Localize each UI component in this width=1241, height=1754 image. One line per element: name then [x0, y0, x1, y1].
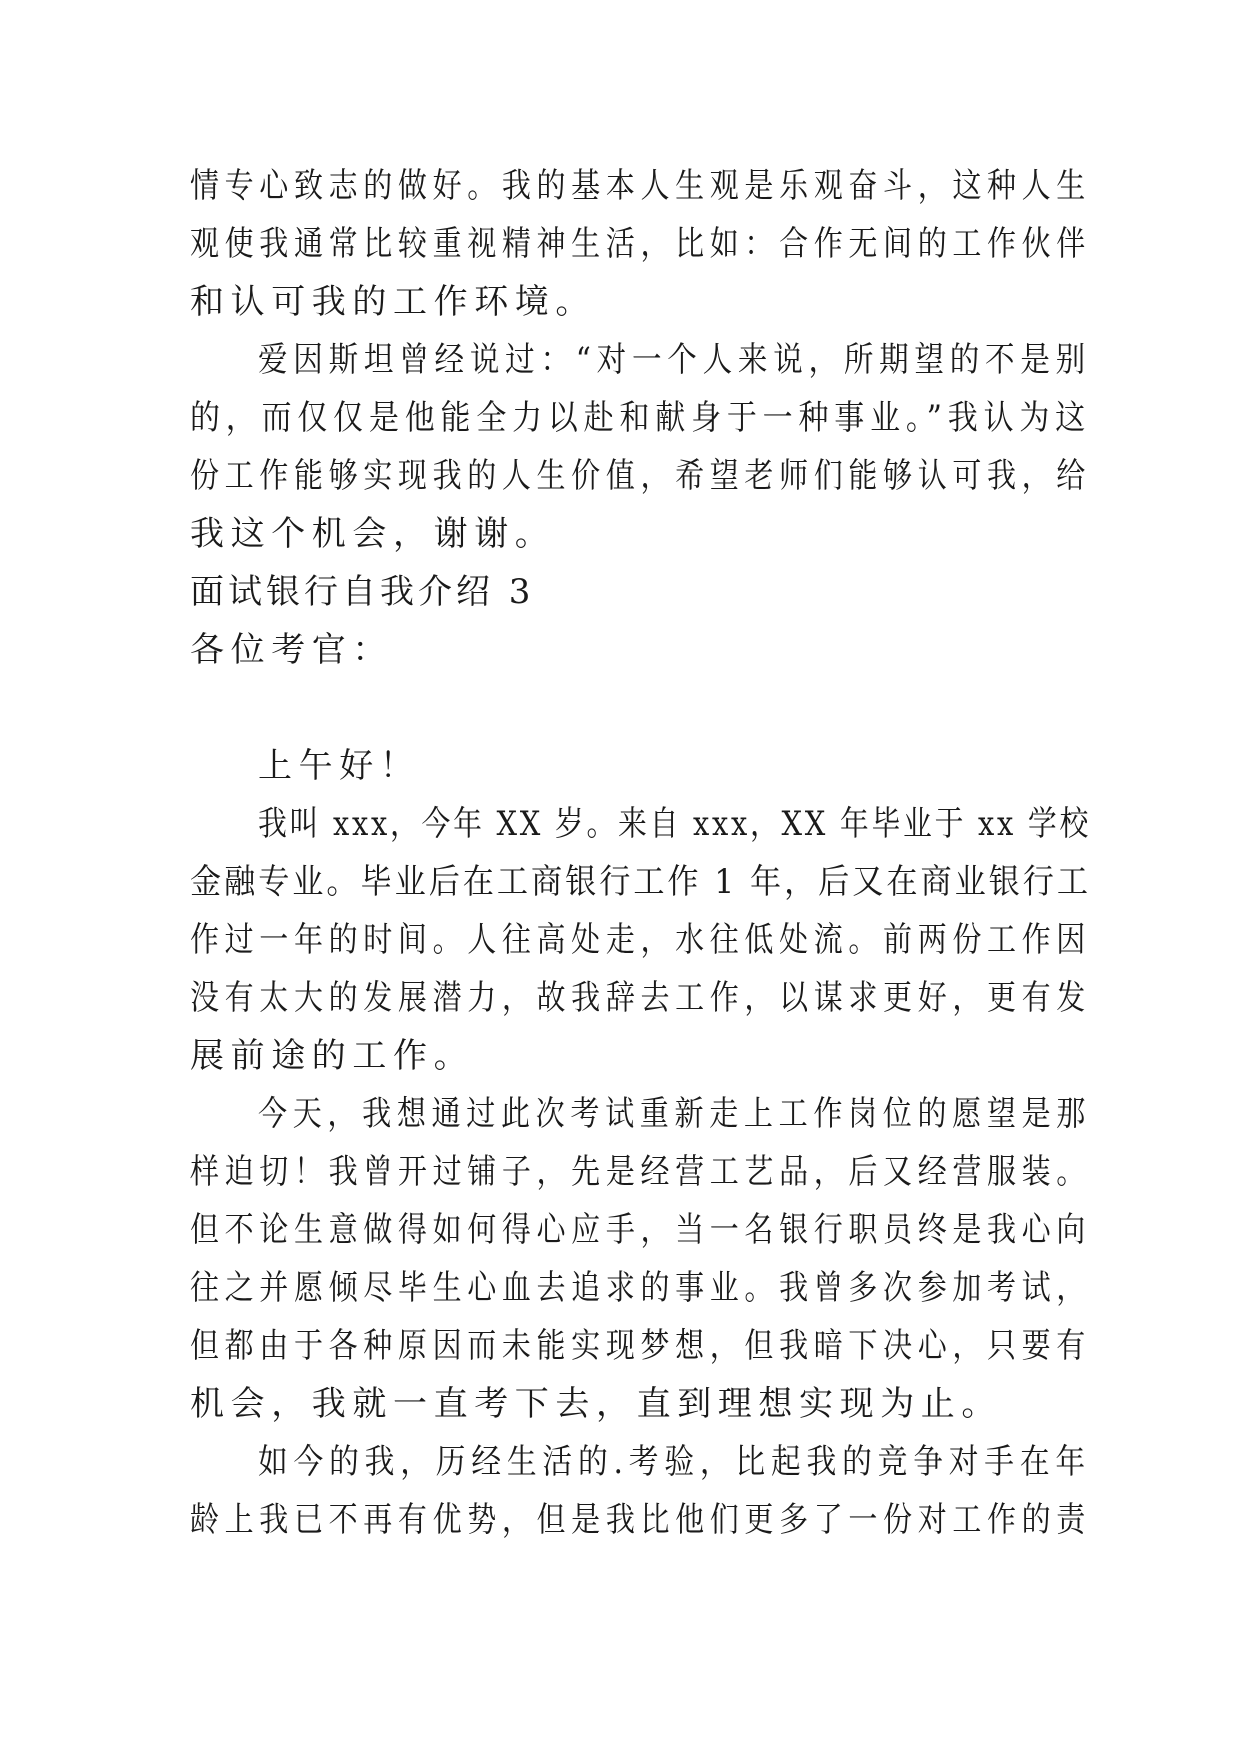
text-line: 爱因斯坦曾经说过：“对一个人来说，所期望的不是别 — [258, 340, 1091, 380]
text-line: 观使我通常比较重视精神生活，比如：合作无间的工作伙伴 — [190, 224, 1091, 264]
section-title: 面试银行自我介绍 3 — [190, 572, 535, 612]
text-line: 机会，我就一直考下去，直到理想实现为止。 — [190, 1384, 1002, 1424]
text-line: 没有太大的发展潜力，故我辞去工作，以谋求更好，更有发 — [190, 978, 1091, 1018]
text-line: 样迫切！我曾开过铺子，先是经营工艺品，后又经营服装。 — [190, 1152, 1091, 1192]
text-line: 情专心致志的做好。我的基本人生观是乐观奋斗，这种人生 — [190, 166, 1091, 206]
text-line: 和认可我的工作环境。 — [190, 282, 596, 322]
text-line: 作过一年的时间。人往高处走，水往低处流。前两份工作因 — [190, 920, 1091, 960]
text-line: 金融专业。毕业后在工商银行工作 1 年，后又在商业银行工 — [190, 862, 1091, 902]
text-line: 我这个机会，谢谢。 — [190, 514, 556, 554]
text-line: 往之并愿倾尽毕生心血去追求的事业。我曾多次参加考试， — [190, 1268, 1091, 1308]
salutation: 各位考官： — [190, 630, 393, 670]
text-line: 的，而仅仅是他能全力以赴和献身于一种事业。”我认为这 — [190, 398, 1091, 438]
text-line: 如今的我，历经生活的.考验，比起我的竞争对手在年 — [258, 1442, 1091, 1482]
text-line: 龄上我已不再有优势，但是我比他们更多了一份对工作的责 — [190, 1500, 1091, 1540]
greeting: 上午好！ — [258, 746, 421, 786]
text-line: 今天，我想通过此次考试重新走上工作岗位的愿望是那 — [258, 1094, 1092, 1134]
text-line: 我叫 xxx，今年 XX 岁。来自 xxx，XX 年毕业于 xx 学校 — [258, 804, 1092, 844]
text-line: 但都由于各种原因而未能实现梦想，但我暗下决心，只要有 — [190, 1326, 1091, 1366]
text-line: 展前途的工作。 — [190, 1036, 475, 1076]
text-line: 份工作能够实现我的人生价值，希望老师们能够认可我，给 — [190, 456, 1091, 496]
text-line: 但不论生意做得如何得心应手，当一名银行职员终是我心向 — [190, 1210, 1091, 1250]
